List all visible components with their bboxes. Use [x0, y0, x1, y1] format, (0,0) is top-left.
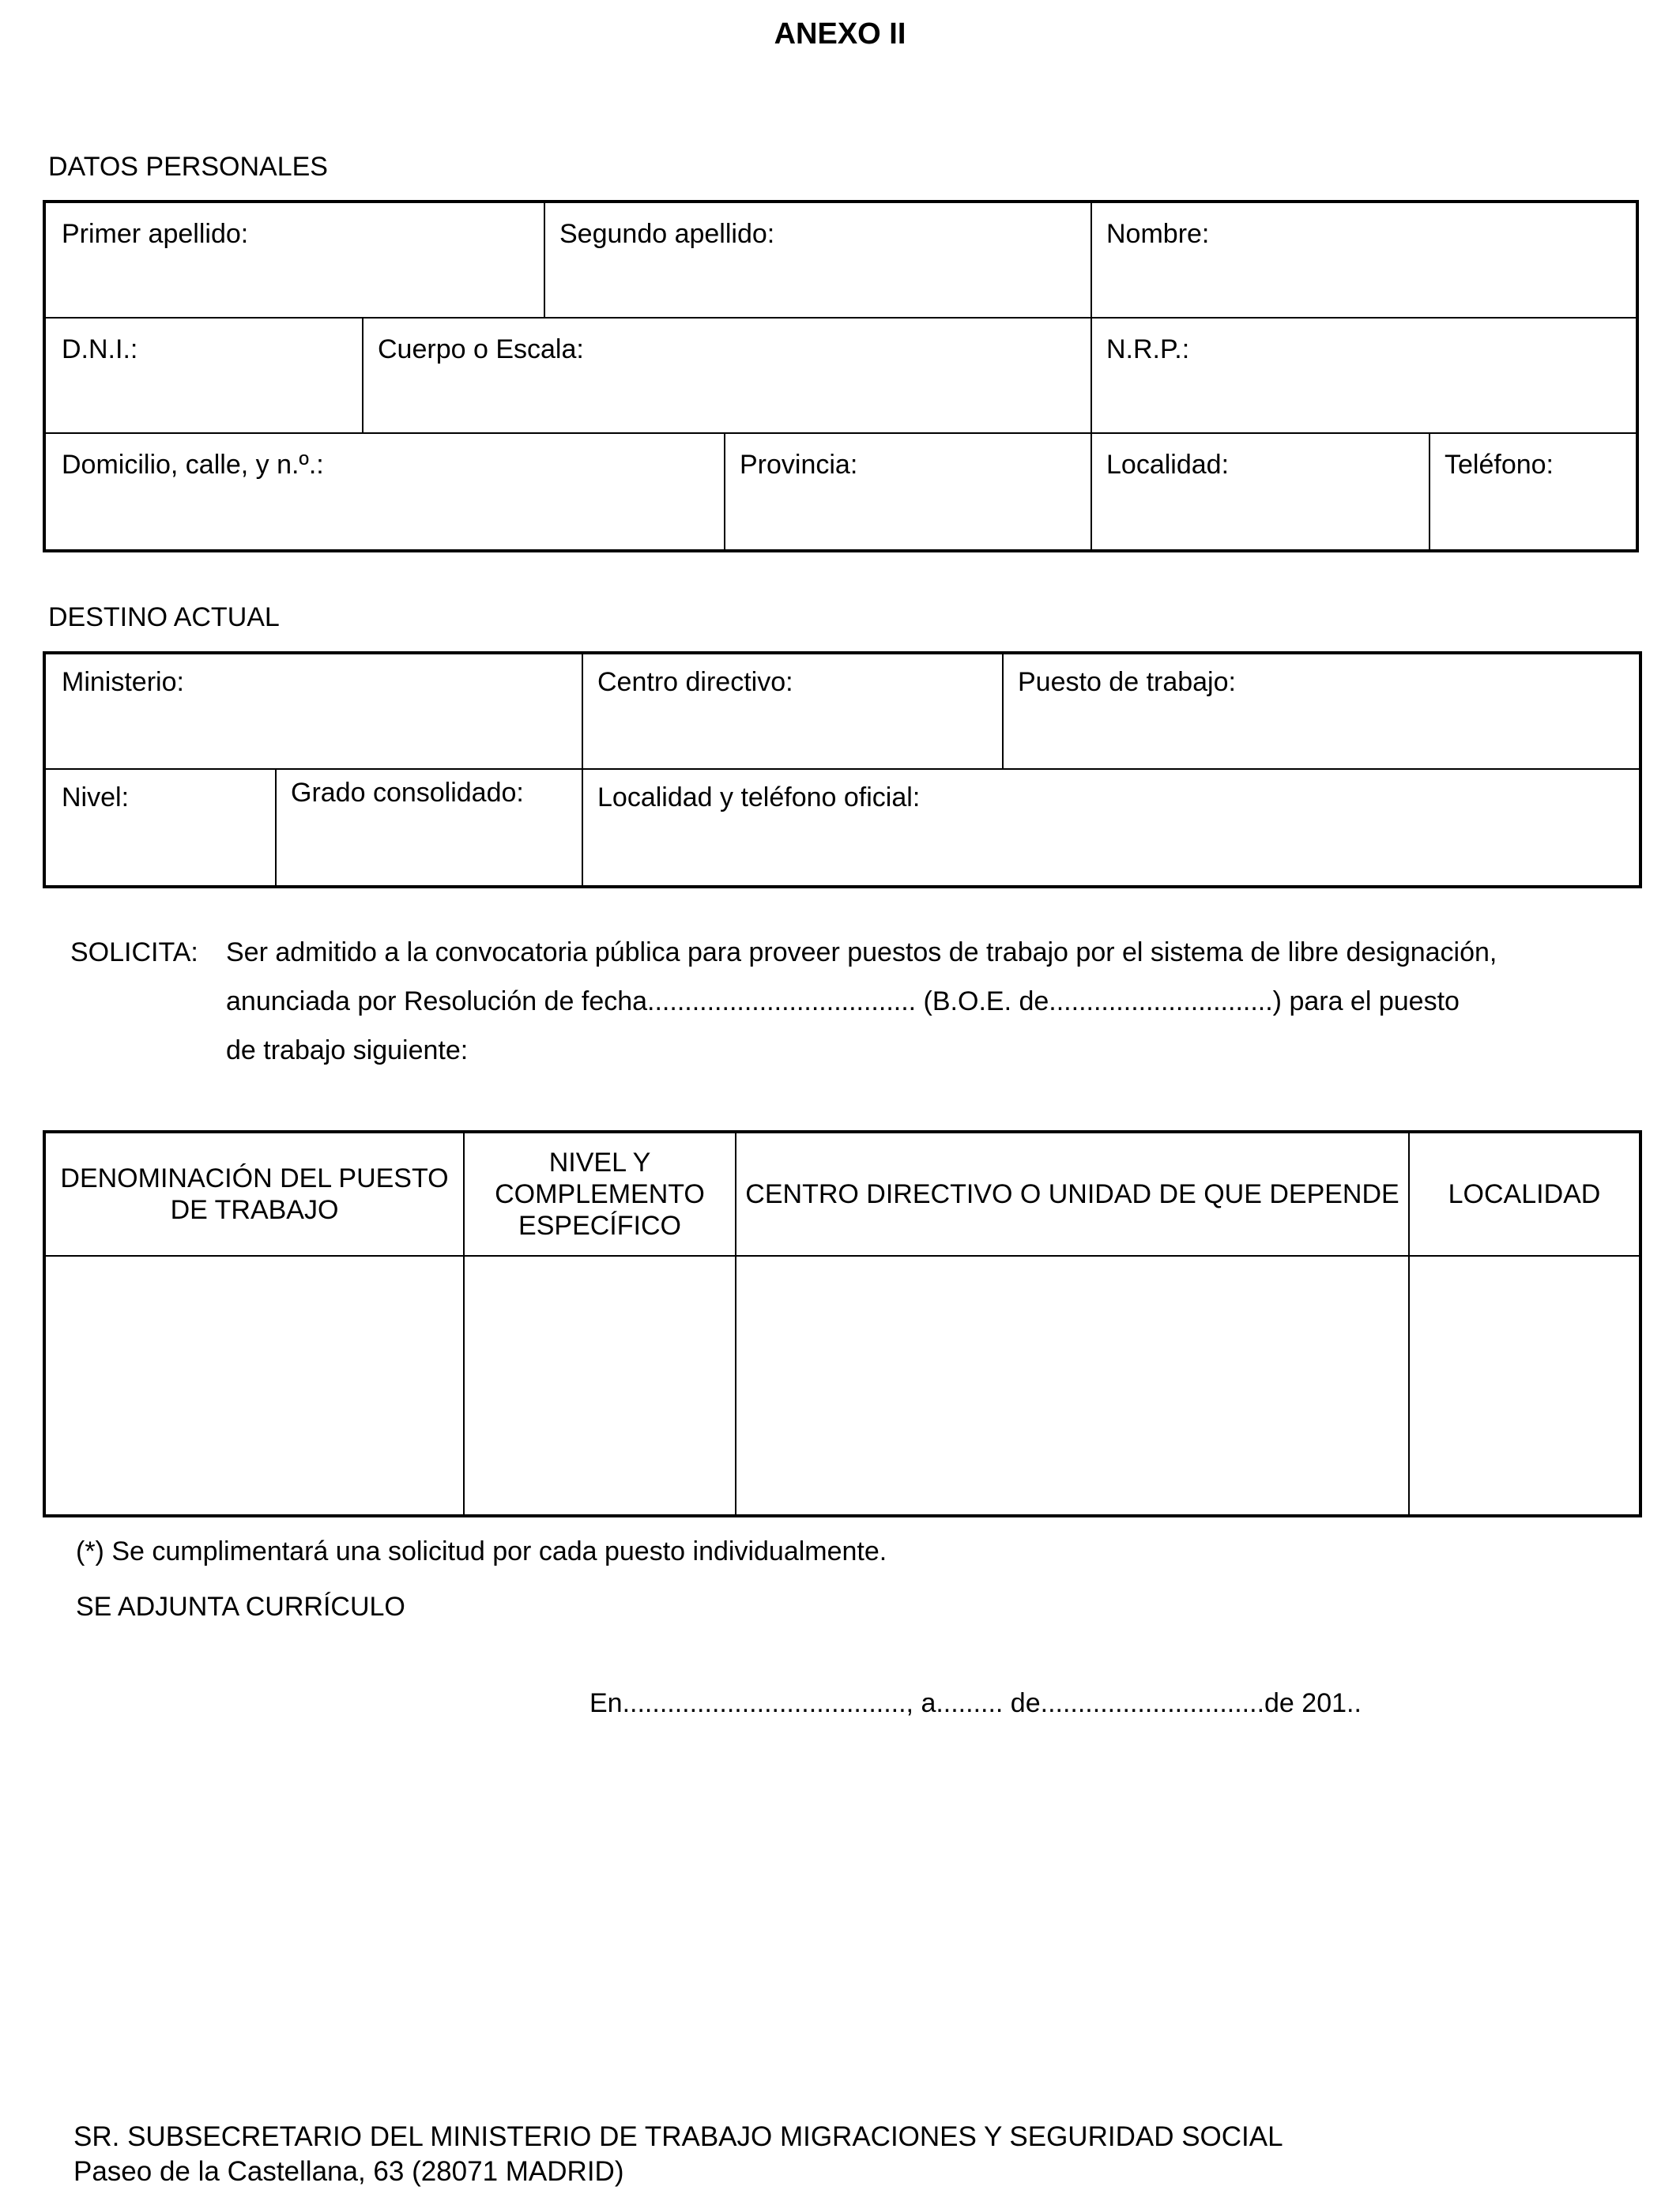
- field-localidad-telefono-oficial[interactable]: Localidad y teléfono oficial:: [597, 782, 921, 812]
- field-puesto-trabajo[interactable]: Puesto de trabajo:: [1018, 667, 1236, 697]
- solicita-line-3: de trabajo siguiente:: [226, 1035, 469, 1065]
- fecha-linea: En......................................, a......... de..............................de 201..: [590, 1688, 1362, 1718]
- field-localidad[interactable]: Localidad:: [1106, 450, 1230, 480]
- document-title: ANEXO II: [774, 17, 906, 51]
- cell-localidad[interactable]: [1410, 1257, 1639, 1514]
- solicita-line-2: anunciada por Resolución de fecha.................................... (B.O.E. de..............................) para el puesto: [226, 986, 1460, 1016]
- field-segundo-apellido[interactable]: Segundo apellido:: [559, 219, 775, 249]
- field-domicilio[interactable]: Domicilio, calle, y n.º.:: [62, 450, 324, 480]
- cell-nivel[interactable]: [465, 1257, 735, 1514]
- field-ministerio[interactable]: Ministerio:: [62, 667, 184, 697]
- destinatario-line-2: Paseo de la Castellana, 63 (28071 MADRID): [73, 2156, 624, 2187]
- adjunta-curriculo: SE ADJUNTA CURRÍCULO: [76, 1592, 405, 1622]
- solicita-line-1: Ser admitido a la convocatoria pública para proveer puestos de trabajo por el sistema de libre designación,: [226, 937, 1497, 967]
- destinatario-line-1: SR. SUBSECRETARIO DEL MINISTERIO DE TRABAJO MIGRACIONES Y SEGURIDAD SOCIAL: [73, 2121, 1283, 2152]
- cell-denominacion[interactable]: [46, 1257, 463, 1514]
- section-heading-datos-personales: DATOS PERSONALES: [48, 152, 328, 182]
- section-heading-destino-actual: DESTINO ACTUAL: [48, 602, 280, 632]
- column-header-denominacion: DENOMINACIÓN DEL PUESTO DE TRABAJO: [60, 1163, 449, 1225]
- field-centro-directivo[interactable]: Centro directivo:: [597, 667, 793, 697]
- field-nombre[interactable]: Nombre:: [1106, 219, 1210, 249]
- field-telefono[interactable]: Teléfono:: [1445, 450, 1554, 480]
- destino-actual-table: [43, 651, 1642, 888]
- field-nivel[interactable]: Nivel:: [62, 782, 130, 812]
- puestos-table: [43, 1130, 1642, 1517]
- field-nrp[interactable]: N.R.P.:: [1106, 334, 1190, 364]
- nota-solicitud: (*) Se cumplimentará una solicitud por cada puesto individualmente.: [76, 1536, 887, 1566]
- column-header-centro-directivo: CENTRO DIRECTIVO O UNIDAD DE QUE DEPENDE: [745, 1179, 1399, 1209]
- field-grado-consolidado[interactable]: Grado consolidado:: [291, 778, 524, 808]
- solicita-label: SOLICITA:: [70, 937, 198, 967]
- field-provincia[interactable]: Provincia:: [740, 450, 858, 480]
- field-cuerpo-escala[interactable]: Cuerpo o Escala:: [378, 334, 584, 364]
- field-dni[interactable]: D.N.I.:: [62, 334, 138, 364]
- column-header-localidad: LOCALIDAD: [1448, 1179, 1601, 1209]
- cell-centro-directivo[interactable]: [736, 1257, 1408, 1514]
- field-primer-apellido[interactable]: Primer apellido:: [62, 219, 249, 249]
- datos-personales-table: [43, 200, 1639, 552]
- column-header-nivel: NIVEL Y COMPLEMENTO ESPECÍFICO: [495, 1148, 705, 1241]
